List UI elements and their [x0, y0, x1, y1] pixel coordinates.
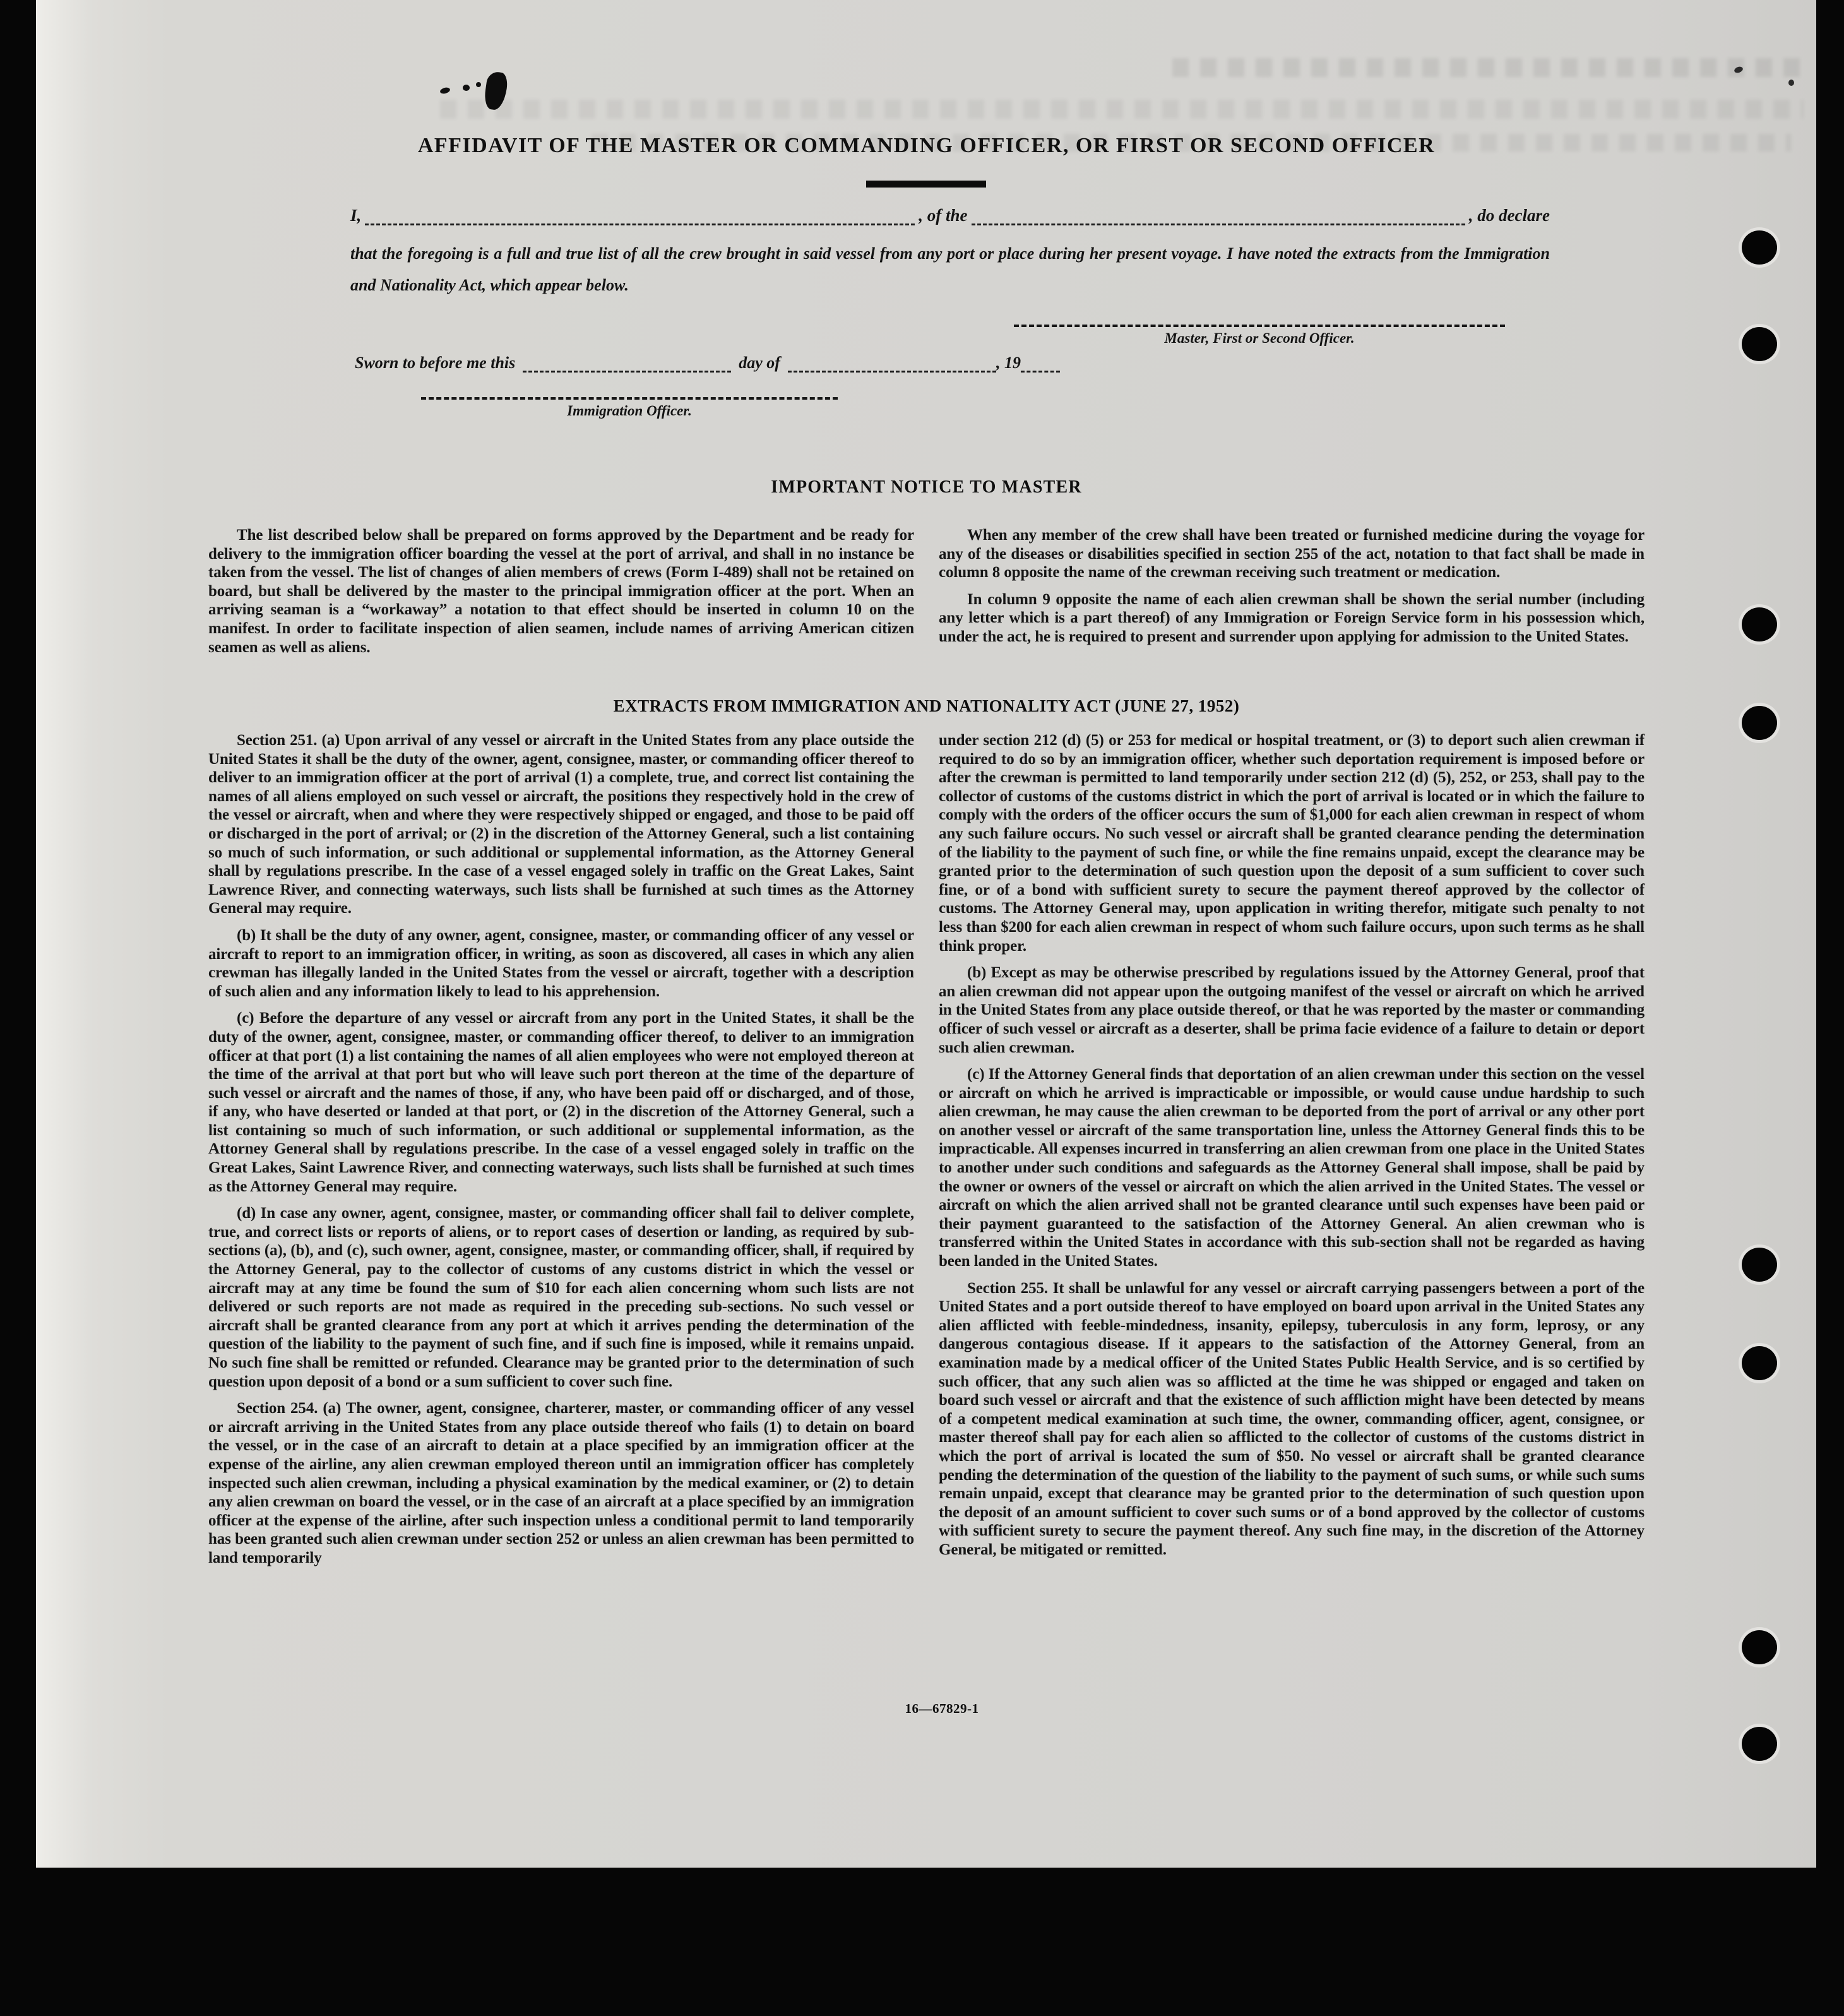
punch-hole — [1742, 1346, 1777, 1380]
immigration-officer-signature-line — [421, 388, 838, 400]
ink-mark — [439, 86, 451, 95]
punch-hole — [1742, 1630, 1777, 1664]
master-signature-line — [1014, 316, 1505, 327]
punch-hole — [1742, 327, 1777, 361]
extracts-right-column — [939, 731, 1645, 1568]
extract-paragraph-section-251b: (b) It shall be the duty of any owner, agent, consignee, master, or commanding officer of any vessel or aircraft to report to an immigration officer, in writing, as soon as discovered, all cases in which any alien crewman has illegally landed in the United States from the vessel or aircraft, together with a description of such alien and any information likely to lead to his apprehension. — [208, 926, 914, 1000]
title-rule — [866, 181, 986, 188]
extracts-left-column — [208, 731, 914, 1576]
punch-hole — [1742, 1248, 1777, 1282]
punch-hole — [1742, 230, 1777, 265]
punch-hole — [1742, 706, 1777, 740]
extract-paragraph-section-255: Section 255. It shall be unlawful for any vessel or aircraft carrying passengers between a port of the United States and a port outside thereof to have employed on board upon arrival in the United States any alien afflicted with feeble-mindedness, insanity, epilepsy, tuberculosis in any form, leprosy, or any dangerous contagious disease. If it appears to the satisfaction of the Attorney General, from an examination made by a medical officer of the United States Public Health Service, and is so certified by such officer, that any such alien was so afflicted at the time he was shipped or engaged and taken on board such vessel or aircraft and that the existence of such affliction might have been detected by means of a competent medical examination at such time, the owner, commanding officer, agent, consignee, or master thereof shall pay for each alien so afflicted to the collector of customs of the customs district in which the port of arrival is located the sum of $50. No vessel or aircraft shall be granted clearance pending the determination of the question of the liability to the payment of such sums, or while such sums remain unpaid, except that clearance may be granted prior to the determination of such question upon the deposit of an amount sufficient to cover such sums or of a bond approved by the collector of customs with sufficient surety to secure the payment thereof. Any such fine may, in the discretion of the Attorney General, be mitigated or remitted. — [939, 1279, 1645, 1558]
year-blank-line — [1021, 359, 1060, 373]
notice-paragraph: When any member of the crew shall have been treated or furnished medicine during the voyage for any of the diseases or disabilities specified in section 255 of the act, notation to that fact shall be made in column 8 opposite the name of the crewman receiving such treatment or medication. — [939, 527, 1645, 582]
bleedthrough-smudge — [1172, 58, 1804, 77]
vessel-blank-line — [972, 212, 1465, 225]
immigration-officer-caption: Immigration Officer. — [567, 403, 692, 419]
extract-paragraph-section-254b: (b) Except as may be otherwise prescribed by regulations issued by the Attorney General, proof that an alien crewman did not appear upon the outgoing manifest of the vessel or aircraft on which he arrived in the United States from any place outside thereof, or that he was reported by the master or commanding officer of such vessel or aircraft as a deserter, shall be prima facie evidence of a failure to detain or deport such alien crewman. — [939, 964, 1645, 1056]
affidavit-opening-label: I, — [350, 206, 362, 225]
master-signature-block — [1014, 316, 1505, 347]
notice-paragraph: In column 9 opposite the name of each alien crewman shall be shown the serial number (including any letter which is a part thereof) of any Immigration or Foreign Service form in his possession which, under the act, he is required to present and surrender upon applying for admission to the United States. — [939, 590, 1645, 645]
extract-paragraph-section-251a: Section 251. (a) Upon arrival of any vessel or aircraft in the United States from any place outside the United States it shall be the duty of the owner, agent, consignee, master, or commanding officer thereof to deliver to an immigration officer at the port of arrival (1) a complete, true, and correct list containing the names of all aliens employed on such vessel or aircraft, the positions they respectively hold in the crew of the vessel or aircraft, when and where they were respectively shipped or engaged, and those to be paid off or discharged in the port of arrival; or (2) in the discretion of the Attorney General, such a list containing so much of such information, or such additional or supplemental information, as the Attorney General shall by regulations prescribe. In the case of a vessel engaged solely in traffic on the Great Lakes, Saint Lawrence River, and connecting waterways, such lists shall be furnished at such times as the Attorney General may require. — [208, 732, 914, 917]
punch-hole — [1742, 1727, 1777, 1761]
ink-speck — [1788, 80, 1794, 86]
bleedthrough-smudge — [440, 100, 1804, 119]
master-signature-caption: Master, First or Second Officer. — [1164, 330, 1355, 346]
notice-paragraph: The list described below shall be prepared on forms approved by the Department and be ready for delivery to the immigration officer boarding the vessel at the port of arrival, and shall in no instance be taken from the vessel. The list of changes of alien members of crews (Form I-489) shall not be retained on board, but shall be delivered by the master to the principal immigration officer at the port. When an arriving seaman is a “workaway” a notation to that effect should be inserted in column 10 on the manifest. In order to facilitate inspection of alien seamen, include names of arriving American citizen seamen as well as aliens. — [208, 527, 914, 656]
extract-paragraph-section-251c: (c) Before the departure of any vessel or aircraft from any port in the United States, it shall be the duty of the owner, agent, consignee, master, or commanding officer thereof, to deliver to an immigration officer at that port (1) a list containing the names of all alien employees who were not employed thereon at the time of the arrival at that port but who will leave such port thereon at the time of the departure of such vessel or aircraft and the names of those, if any, who have been paid off or discharged, and of those, if any, who have deserted or landed at that port, or (2) in the discretion of the Attorney General, such a list containing so much of such information, or such additional or supplemental information, as the Attorney General shall by regulations prescribe. In the case of a vessel engaged solely in traffic on the Great Lakes, Saint Lawrence River, and connecting waterways, such lists shall be furnished at such times as the Attorney General may require. — [208, 1010, 914, 1195]
extract-paragraph-section-254c: (c) If the Attorney General finds that deportation of an alien crewman under this section on the vessel or aircraft on which he arrived is impracticable or impossible, or would cause undue hardship to such alien crewman, he may cause the alien crewman to be deported from the port of arrival or any other port on another vessel or aircraft of the same transportation line, unless the Attorney General finds this to be impracticable. All expenses incurred in transferring an alien crewman from one place in the United States to another under such conditions and safeguards as the Attorney General shall impose, shall be paid by the owner or owners of the vessel or aircraft on which the alien arrived in the United States. The vessel or aircraft on which the alien arrived shall not be granted clearance until such expenses have been paid or their payment guaranteed to the satisfaction of the Attorney General. An alien crewman who is transferred within the United States in accordance with this sub-section shall not be regarded as having been landed in the United States. — [939, 1066, 1645, 1270]
form-number: 16—67829-1 — [905, 1701, 979, 1716]
sworn-prefix-label: Sworn to before me this — [355, 354, 516, 372]
day-blank-line — [523, 359, 731, 373]
extract-paragraph-section-251d: (d) In case any owner, agent, consignee, master, or commanding officer shall fail to deliver complete, true, and correct lists or reports of aliens, or to report cases of desertion or landing, as required by sub-sections (a), (b), and (c), such owner, agent, consignee, master, or commanding officer, shall, if required by the Attorney General, pay to the collector of customs of any customs district in which the vessel or aircraft may at any time be found the sum of $10 for each alien concerning whom such lists are not delivered or such reports are not made as required in the preceding sub-sections. No such vessel or aircraft shall be granted clearance from any port at which it arrives pending the determination of the question of the liability to the payment of such fine, and if such fine is imposed, while it remains unpaid. No such fine shall be remitted or refunded. Clearance may be granted prior to the determination of such question upon deposit of a bond or a sum sufficient to cover such fine. — [208, 1205, 914, 1390]
sworn-line — [355, 354, 1060, 373]
sworn-day-of-label: day of — [739, 354, 780, 372]
affidavit-body-text: that the foregoing is a full and true list of all the crew brought in said vessel from any port or place during her present voyage. I have noted the extracts from the Immigration and Nationality Act, which appear below. — [350, 244, 1550, 294]
extract-paragraph-section-254a-continued: under section 212 (d) (5) or 253 for medical or hospital treatment, or (3) to deport such alien crewman if required to do so by an immigration officer, whether such deportation requirement is imposed before or after the crewman is permitted to land temporarily under section 212 (d) (5), 252, or 253, shall pay to the collector of customs of the customs district in which the port of arrival is located or in which the failure to comply with the orders of the officer occurs the sum of $1,000 for each alien crewman in respect of whom any such failure occurs. No such vessel or aircraft shall be granted clearance pending the determination of the liability to the payment of such fine, or while the fine remains unpaid, except the clearance may be granted prior to the determination of such question upon the deposit of a sum sufficient to cover such fine, or of a bond with sufficient surety to secure the payment thereof approved by the collector of customs. The Attorney General may, upon application in writing therefor, mitigate such penalty to not less than $200 for each alien crewman in respect of whom such failure occurs, upon such terms as he shall think proper. — [939, 732, 1645, 955]
extracts-heading: EXTRACTS FROM IMMIGRATION AND NATIONALITY ACT (JUNE 27, 1952) — [613, 696, 1240, 715]
ink-mark — [463, 85, 470, 91]
extract-paragraph-section-254a: Section 254. (a) The owner, agent, consignee, charterer, master, or commanding officer of any vessel or aircraft arriving in the United States from any place outside thereof who fails (1) to detain on board the vessel, or in the case of an aircraft to detain at a place specified by an immigration officer at the expense of the airline, any alien crewman employed thereon until an immigration officer has completely inspected such alien crewman, including a physical examination by the medical examiner, or (2) to detain any alien crewman on board the vessel, or in the case of an aircraft at a place specified by an immigration officer at the expense of the airline, after such inspection unless a conditional permit to land temporarily has been granted such alien crewman under section 252 or unless an alien crewman has been permitted to land temporarily — [208, 1400, 914, 1566]
notice-right-column — [939, 526, 1645, 655]
document-title: AFFIDAVIT OF THE MASTER OR COMMANDING OFFICER, OR FIRST OR SECOND OFFICER — [417, 134, 1436, 157]
notice-left-column — [208, 526, 914, 665]
immigration-officer-signature-block — [421, 388, 838, 419]
month-blank-line — [788, 359, 996, 373]
affidavit-declaration — [350, 206, 1550, 301]
notice-heading: IMPORTANT NOTICE TO MASTER — [771, 477, 1082, 497]
name-blank-line — [365, 212, 915, 225]
sworn-year-label: , 19 — [996, 354, 1021, 372]
affidavit-of-the-label: , of the — [919, 206, 968, 225]
ink-mark — [476, 82, 481, 87]
paper-sheet — [36, 0, 1816, 1868]
affidavit-do-declare-label: , do declare — [1468, 206, 1550, 225]
affidavit-fill-line — [350, 206, 1550, 225]
punch-hole — [1742, 607, 1777, 641]
